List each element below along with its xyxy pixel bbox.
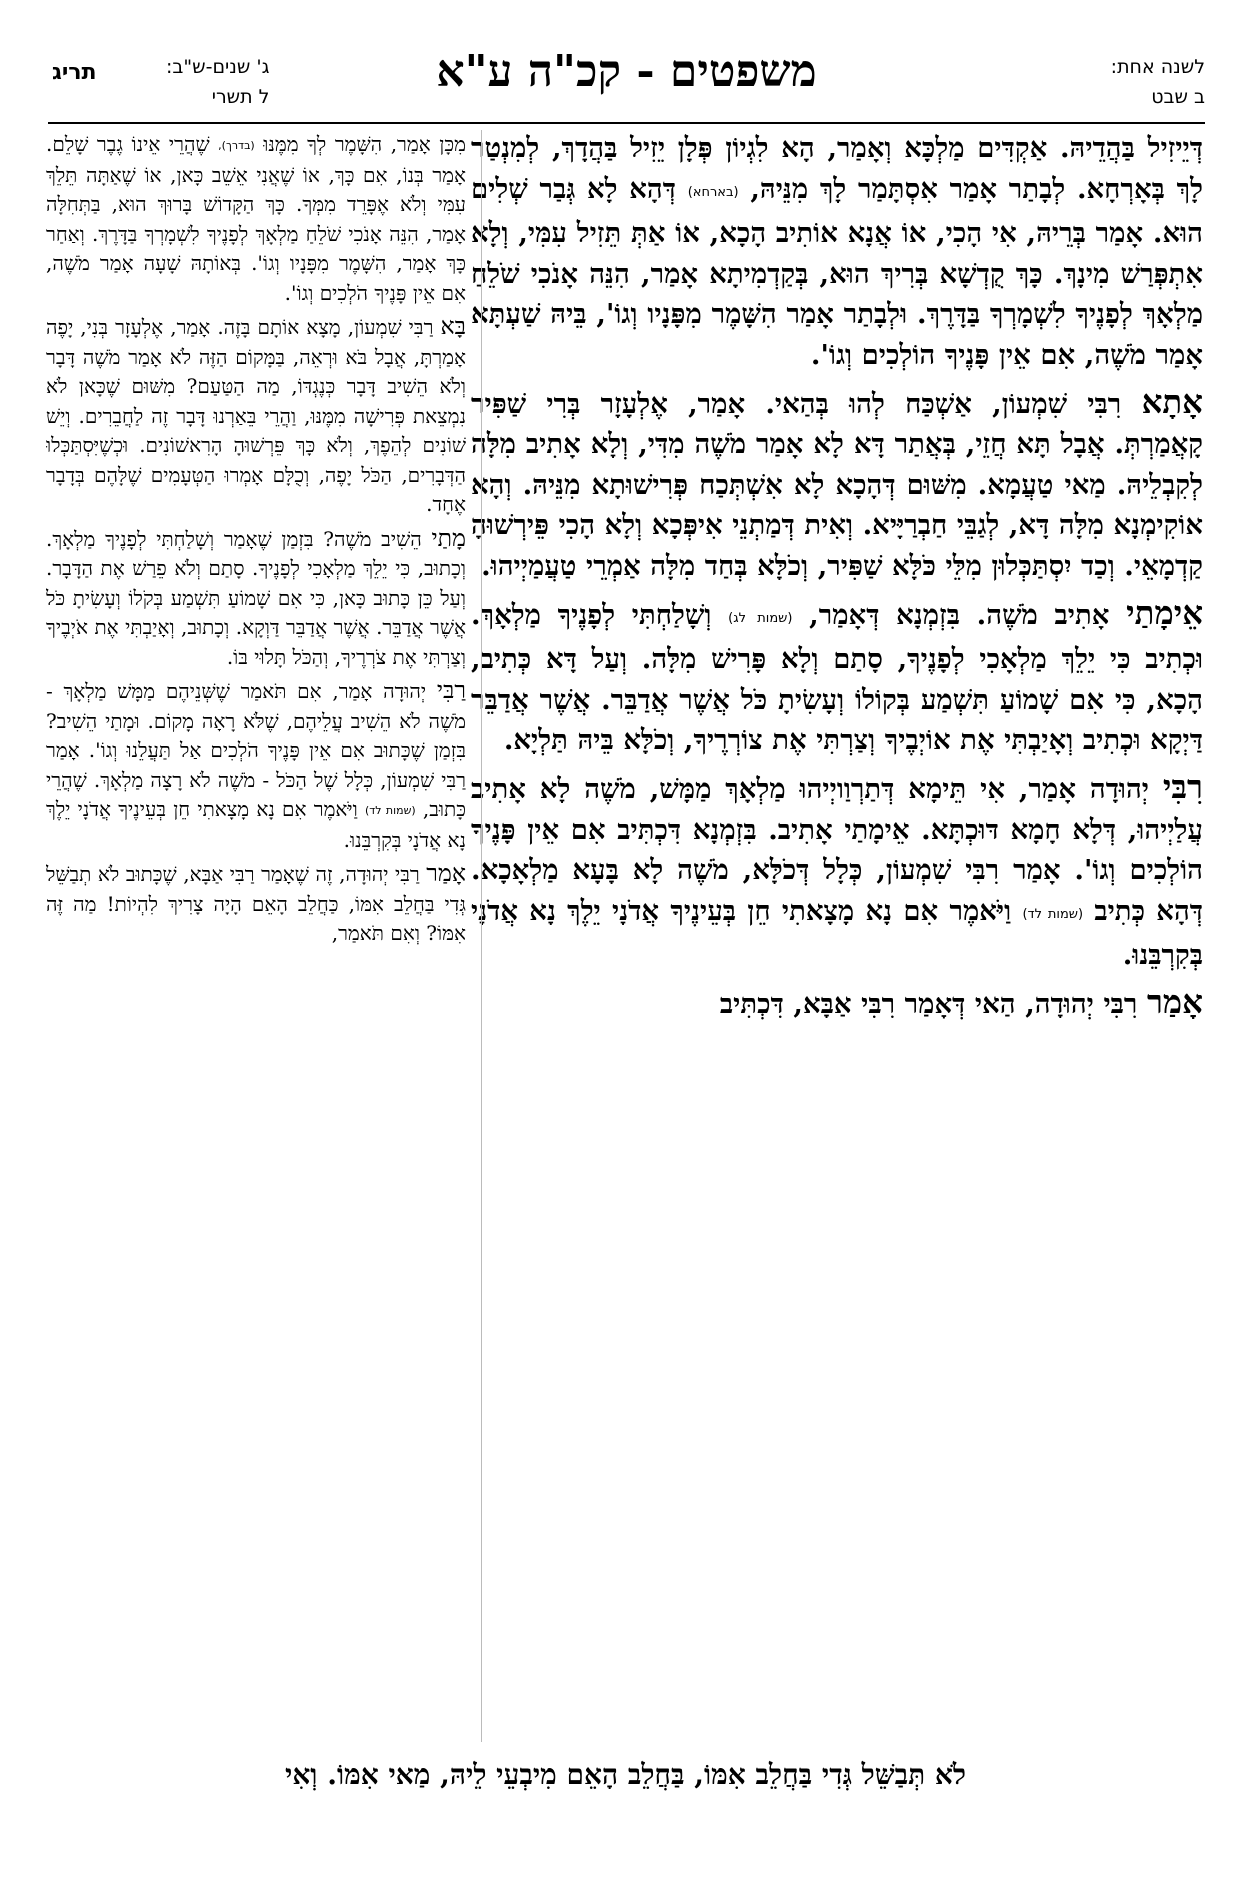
main-paragraph: [471, 128, 1203, 376]
main-text: וְשָׁלַחְתִּי לְפָנֶיךָ מַלְאָךְ. וּכְתִיב כִּי יֵלֵךְ מַלְאָכִי לְפָנֶיךָ, סָתַם וְלָא פָּרִישׁ מִלָּה. וְעַל דָּא כְּתִיב, הָכָא, כִּי אִם שָׁמוֹעַ תִּשְׁמַע בְּקוֹלוֹ וְעָשִׂיתָ כֹּל אֲשֶׁר אֲדַבֵּר. אֲשֶׁר אֲדַבֵּר דַּיְקָא וּכְתִיב וְאָיַבְתִּי אֶת אוֹיְבֶיךָ וְצַרְתִּי אֶת צוֹרְרֶיךָ, וְכֹלָּא בֵּיהּ תַּלְיָא.: [471, 598, 1203, 757]
paragraph-lead-word: אֵימָתַי: [1126, 593, 1203, 632]
header-divider: [48, 122, 1205, 124]
bottom-full-width-line: לֹא תְּבַשֵּׁל גְּדִי בַּחֲלֵב אִמּוֹ, בַּחֲלֵב הָאֵם מִיבְעֵי לֵיהּ, מַאי אִמּוֹ. וְאִי: [284, 1758, 966, 1791]
main-paragraph: [471, 982, 1203, 1025]
paragraph-lead-word: מָתַי: [431, 523, 466, 552]
verse-citation: (בדרך),: [218, 139, 255, 152]
translation-text: שֶׁהֲרֵי אֵינוֹ גֶבֶר שָׁלֵם. אָמַר בְּנוֹ, אִם כָּךְ, אוֹ שֶׁאֲנִי אֵשֵׁב כָּאן, אוֹ שֶׁאַתָּה תֵּלֵךְ עִמִּי וְלֹא אֶפָּרֵד מִמְּךָ. כָּךְ הַקָּדוֹשׁ בָּרוּךְ הוּא, בַּתְּחִלָּה אָמַר, הִנֵּה אָנֹכִי שֹׁלֵחַ מַלְאָךְ לְפָנֶיךָ לִשְׁמָרְךָ בַּדָּרֶךְ. וְאַחַר כָּךְ אָמַר, הִשָּׁמֶר מִפָּנָיו וְגוֹ'. בְּאוֹתָהּ שָׁעָה אָמַר מֹשֶׁה, אִם אֵין פָּנֶיךָ הֹלְכִים וְגוֹ'.: [46, 132, 466, 305]
page-header: [48, 40, 1205, 120]
main-paragraph: [471, 382, 1203, 587]
schedule-three-years-label: ג' שנים-ש"ב:: [166, 56, 270, 78]
schedule-three-years: [166, 52, 269, 112]
paragraph-lead-word: אָמַר: [426, 859, 466, 887]
verse-citation: (שמות לד): [1022, 906, 1084, 922]
main-text: דְּהָא לָא גְּבַר שְׁלִים הוּא. אָמַר בְּרֵיהּ, אִי הָכִי, אוֹ אֲנָא אוֹתִיב הָכָא, אוֹ אַתְּ תֵּזִיל עִמִּי, וְלָא אִתְפְּרַשׁ מִינָךְ. כָּךְ קֻדְשָׁא בְּרִיךְ הוּא, בְּקַדְמִיתָא אָמַר, הִנֵּה אָנֹכִי שֹׁלֵחַ מַלְאָךְ לְפָנֶיךָ לִשְׁמָרְךָ בַּדָּרֶךְ. וּלְבָתַר אָמַר הִשָּׁמֶר מִפָּנָיו וְגוֹ', בֵּיהּ שַׁעְתָּא אָמַר מֹשֶׁה, אִם אֵין פָּנֶיךָ הוֹלְכִים וְגוֹ'.: [471, 172, 1203, 371]
translation-paragraph: [46, 676, 466, 855]
main-text: דְּיֵיזִיל בַּהֲדֵיהּ. אַקְדִּים מַלְכָּא וְאָמַר, הָא לִגְיוֹן פְּלָן יֵזִיל בַּהֲדָךְ, לְמִנְטַר לָךְ בְּאָרְחָא. לְבָתַר אָמַר אִסְתָּמַר לָךְ מִנֵּיהּ,: [471, 132, 1203, 205]
schedule-one-year-label: לשנה אחת:: [1110, 56, 1205, 78]
translation-paragraph: [46, 524, 466, 673]
paragraph-lead-word: אָמַר: [1147, 982, 1203, 1021]
page-title: משפטים - קכ"ה ע"א: [436, 46, 817, 97]
main-paragraph: [471, 593, 1203, 761]
verse-citation: (בארחא): [687, 184, 739, 200]
verse-citation: (שמות לג): [728, 610, 793, 626]
translation-paragraph: [46, 312, 466, 520]
page-number: תריג: [52, 60, 97, 85]
translation-text: יְהוּדָה אָמַר, אִם תֹּאמַר שֶׁשְּׁנֵיהֶם מַמָּשׁ מַלְאָךְ - מֹשֶׁה לֹא הֵשִׁיב עֲלֵיהֶם, שֶׁלֹּא רָאָה מָקוֹם. וּמָתַי הֵשִׁיב? בִּזְמַן שֶׁכָּתוּב אִם אֵין פָּנֶיךָ הֹלְכִים אַל תַּעֲלֵנוּ וְגוֹ'. אָמַר רַבִּי שִׁמְעוֹן, כְּלָל שֶׁל הַכֹּל - מֹשֶׁה לֹא רָצָה מַלְאָךְ. שֶׁהֲרֵי כָּתוּב,: [46, 679, 466, 821]
main-text: רִבִּי יְהוּדָה, הַאי דְּאָמַר רִבִּי אַבָּא, דִּכְתִּיב: [719, 987, 1138, 1020]
translation-text: רַבִּי שִׁמְעוֹן, מָצָא אוֹתָם בָּזֶה. אָמַר, אֶלְעָזָר בְּנִי, יָפֶה אָמַרְתָּ, אֲבָל בֹּא וּרְאֵה, בַּמָּקוֹם הַזֶּה לֹא אָמַר מֹשֶׁה דָּבָר וְלֹא הֵשִׁיב דָּבָר כְּנֶגְדּוֹ, מַה הַטַּעַם? מִשּׁוּם שֶׁכָּאן לֹא נִמְצֵאת פְּרִישָׁה מִמֶּנּוּ, וַהֲרֵי בֵּאַרְנוּ דָּבָר זֶה לַחֲבֵרִים. וְיֵשׁ שׁוֹנִים לְהֵפֶךְ, וְלֹא כָּךְ פֵּרְשׁוּהָ הָרִאשׁוֹנִים. וּכְשֶׁיִּסְתַּכְּלוּ הַדְּבָרִים, הַכֹּל יָפֶה, וְכֻלָּם אָמְרוּ הַטְּעָמִים שֶׁלָּהֶם בְּדָבָר אֶחָד.: [46, 315, 466, 516]
paragraph-lead-word: רִבִּי: [1162, 767, 1203, 806]
translation-column: [46, 130, 466, 1746]
translation-text: וַיֹּאמֶר אִם נָא מָצָאתִי חֵן בְּעֵינֶיךָ אֲדֹנָי יֵלֶךְ נָא אֲדֹנָי בְּקִרְבֵּנוּ.: [46, 797, 466, 852]
main-text: רִבִּי שִׁמְעוֹן, אַשְׁכַּח לְהוּ בְּהַאי. אָמַר, אֶלְעָזָר בְּרִי שַׁפִּיר קָאֲמַרְתְּ. אֲבָל תָּא חֲזֵי, בְּאֲתַר דָּא לָא אָמַר מֹשֶׁה מִדִּי, וְלָא אָתִיב מִלָּה לְקִבְלֵיהּ. מַאי טַעֲמָא. מִשּׁוּם דְּהָכָא לָא אִשְׁתְּכַח פְּרִישׁוּתָא מִנֵּיהּ. וְהָא אוֹקִימְנָא מִלָּה דָּא, לְגַבֵּי חַבְרַיָּיא. וְאִית דְּמַתְנֵי אִיפְּכָא וְלָא הָכִי פֵּירְשׁוּהָ קַדְמָאֵי. וְכַד יִסְתַּכְּלוּן מִלֵּי כֹּלָּא שַׁפִּיר, וְכֹלָּא בְּחַד מִלָּה אַמְרֵי טַעֲמַיְיהוּ.: [471, 387, 1203, 582]
translation-text: מִכָּן אָמַר, הִשָּׁמֶר לְךָ מִמֶּנּוּ: [263, 132, 466, 156]
translation-text: הֵשִׁיב מֹשֶׁה? בִּזְמַן שֶׁאָמַר וְשָׁלַחְתִּי לְפָנֶיךָ מַלְאָךְ. וְכָתוּב, כִּי יֵלֵךְ מַלְאָכִי לְפָנֶיךָ. סָתַם וְלֹא פֵרַשׁ אֶת הַדָּבָר. וְעַל כֵּן כָּתוּב כָּאן, כִּי אִם שָׁמוֹעַ תִּשְׁמַע בְּקֹלוֹ וְעָשִׂיתָ כֹּל אֲשֶׁר אֲדַבֵּר. אֲשֶׁר אֲדַבֵּר דַּוְקָא. וְכָתוּב, וְאָיַבְתִּי אֶת אֹיְבֶיךָ וְצַרְתִּי אֶת צֹרְרֶיךָ, וְהַכֹּל תָּלוּי בּוֹ.: [46, 526, 466, 669]
main-text: אָתִיב מֹשֶׁה. בִּזְמְנָא דְּאָמַר,: [809, 598, 1110, 631]
translation-paragraph: [46, 859, 466, 949]
main-text: וַיֹּאמֶר אִם נָא מָצָאתִי חֵן בְּעֵינֶיךָ אֲדֹנָי יֵלֶךְ נָא אֲדֹנָי בְּקִרְבֵּנוּ.: [471, 894, 1203, 972]
paragraph-lead-word: אָתָא: [1141, 382, 1203, 421]
main-text-column: [471, 128, 1203, 1746]
translation-paragraph: [46, 130, 466, 308]
paragraph-lead-word: בָּא: [440, 312, 466, 340]
schedule-three-years-date: ל תשרי: [211, 86, 270, 108]
translation-text: רַבִּי יְהוּדָה, זֶה שֶׁאָמַר רַבִּי אַבָּא, שֶׁכָּתוּב לֹא תְבַשֵּׁל גְּדִי בַּחֲלֵב אִמּוֹ, כַּחֲלֵב הָאֵם הָיָה צָרִיךְ לִהְיוֹת! מַה זֶּה אִמּוֹ? וְאִם תֹּאמַר,: [46, 862, 466, 945]
main-paragraph: [471, 767, 1203, 976]
verse-citation: (שמות לד): [365, 804, 416, 817]
schedule-one-year-date: ב שבט: [1151, 86, 1205, 108]
column-divider: [481, 130, 482, 1742]
paragraph-lead-word: רַבִּי: [436, 676, 466, 704]
main-text: יְהוּדָה אָמַר, אִי תֵּימָא דְּתַרְוַויְיהוּ מַלְאָךְ מַמָּשׁ, מֹשֶׁה לָא אָתִיב עֲלַיְיהוּ, דְּלָא חָמָא דּוּכְתָּא. אֵימָתַי אָתִיב. בִּזְמְנָא דִּכְתִּיב אִם אֵין פָּנֶיךָ הוֹלְכִים וְגוֹ'. אָמַר רִבִּי שִׁמְעוֹן, כְּלָל דְּכֹלָּא, מֹשֶׁה לָא בָּעָא מַלְאָכָא. דְּהָא כְּתִיב: [471, 772, 1203, 927]
